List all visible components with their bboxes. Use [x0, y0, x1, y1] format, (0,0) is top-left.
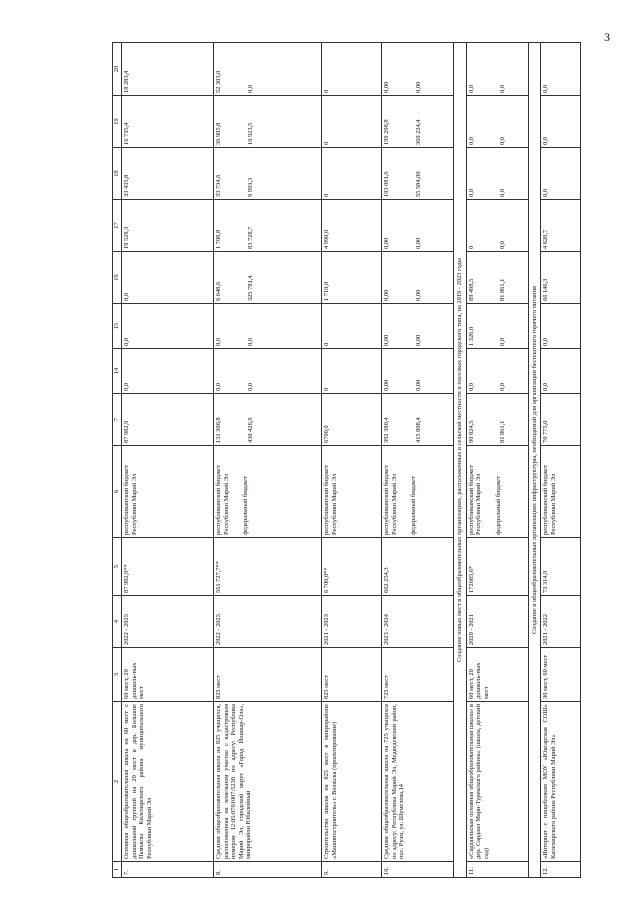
value: 415 808,4: [414, 417, 422, 443]
value-cell: [214, 43, 322, 96]
value-cell: 0,0: [541, 304, 581, 349]
value-cell: [466, 43, 528, 96]
value: 81 861,1: [499, 420, 507, 443]
header-cell: 6: [113, 446, 122, 538]
value: 0,00: [414, 81, 422, 93]
capacity: 825 мест: [322, 648, 382, 702]
value-cell: [214, 200, 322, 252]
value: 0,00: [383, 379, 390, 391]
value: 0,0: [467, 85, 475, 93]
value: 9 993,3: [246, 177, 254, 197]
page-number: 3: [604, 30, 610, 44]
value: 0,00: [383, 289, 390, 301]
row-number: 12.: [541, 862, 581, 878]
value-cell: [466, 96, 528, 148]
value-cell: [466, 394, 528, 446]
value: 0,00: [414, 334, 422, 346]
value: 0,00: [414, 237, 422, 249]
value-cell: [214, 349, 322, 394]
capacity: 60 мест, 20 дошколь-ных мест: [466, 648, 528, 702]
value: 83 728,7: [246, 226, 254, 249]
cost: 73 314,9: [541, 538, 581, 596]
value-cell: [382, 96, 454, 148]
value-cell: [466, 252, 528, 304]
header-cell: 17: [113, 200, 122, 252]
value: 193 081,6: [383, 171, 390, 197]
value: 36 905,8: [215, 122, 222, 145]
table-row: [122, 43, 214, 878]
row-number: 11.: [466, 862, 528, 878]
value-cell: 0,0: [122, 252, 214, 304]
header-cell: 14: [113, 349, 122, 394]
value: 0,0: [246, 85, 254, 93]
header-cell: 5: [113, 538, 122, 596]
value: 0,0: [467, 383, 475, 391]
value: 52 303,0: [215, 70, 222, 93]
value: 199 298,8: [383, 119, 390, 145]
header-cell: 20: [113, 43, 122, 96]
funding-source-cell: [466, 446, 528, 538]
value: 0,0: [246, 383, 254, 391]
value-cell: [214, 96, 322, 148]
table-row: [541, 43, 581, 878]
funding-source: республиканский бюджет Республики Марий Эл: [541, 446, 581, 538]
value-cell: 0: [322, 43, 382, 96]
funding-source: федеральный бюджет: [410, 476, 418, 535]
value-cell: 0,0: [541, 148, 581, 200]
header-cell: 1: [113, 862, 122, 878]
funding-source: республиканский бюджет Республики Марий Эл: [322, 446, 382, 538]
capacity: 725 мест: [382, 648, 454, 702]
cost: 172685,6*: [466, 538, 528, 596]
table-row: [382, 43, 454, 878]
value: 33 734,6: [215, 174, 222, 197]
value: 0,00: [414, 379, 422, 391]
value-cell: [382, 200, 454, 252]
value: 0,0: [499, 241, 507, 249]
header-cell: 16: [113, 252, 122, 304]
capacity: 30 мест, 60 мест: [541, 648, 581, 702]
value-cell: 18 283,4: [122, 43, 214, 96]
value-cell: [382, 394, 454, 446]
header-cell: 2: [113, 702, 122, 862]
value-cell: 6700,0: [322, 394, 382, 446]
value: 430 426,9: [246, 417, 254, 443]
value-cell: 19 528,3: [122, 200, 214, 252]
period: 2023 - 2024: [382, 596, 454, 648]
value-cell: 0: [322, 96, 382, 148]
value: 0,0: [499, 338, 507, 346]
value-cell: [466, 304, 528, 349]
value-cell: 1 710,0: [322, 252, 382, 304]
object-name: Основная общеобразовательная школа на 60 мест с дошкольной группой на 20 мест в дер. Большие Памъялы Килемарского района муниципального Республики Марий Эл: [122, 702, 214, 862]
object-name: Строительство школы на 825 мест в микрорайоне «Машиностроитель» г. Волжска (проектирование): [322, 702, 382, 862]
value-cell: 33 435,8: [122, 148, 214, 200]
value: 0,0: [499, 189, 507, 197]
value-cell: 16 735,4: [122, 96, 214, 148]
funding-source-cell: [214, 446, 322, 538]
value: 392 380,4: [383, 417, 390, 443]
section-row: [528, 43, 541, 878]
cost: 87 982,9**: [122, 538, 214, 596]
value-cell: 0: [322, 304, 382, 349]
cost: 6 700,0**: [322, 538, 382, 596]
object-name: «Интернат с пищеблоком МОУ «Юксарская СОШ» Килемарского района Республики Марий Эл»: [541, 702, 581, 862]
row-number: 10.: [382, 862, 454, 878]
value: 0,0: [467, 189, 475, 197]
value-cell: 4 628,7: [541, 200, 581, 252]
value-cell: [466, 200, 528, 252]
financing-table: [112, 42, 581, 878]
table-row: [322, 43, 382, 878]
period: 2020 - 2021: [466, 596, 528, 648]
value: 0,0: [246, 338, 254, 346]
header-cell: 19: [113, 96, 122, 148]
value-cell: [382, 349, 454, 394]
value-cell: 4 990,0: [322, 200, 382, 252]
header-cell: 3: [113, 648, 122, 702]
value-cell: [382, 148, 454, 200]
value-cell: 87 982,9: [122, 394, 214, 446]
period: 2022 - 2025: [214, 596, 322, 648]
header-row: [113, 43, 122, 878]
section-row: [454, 43, 467, 878]
value-cell: [466, 349, 528, 394]
value: 81 861,1: [499, 278, 507, 301]
value-cell: 0,0: [541, 96, 581, 148]
value: 1 708,8: [215, 229, 222, 249]
value-cell: 0,0: [541, 43, 581, 96]
value: 6 648,6: [215, 281, 222, 301]
value: 0,0: [499, 383, 507, 391]
value-cell: [214, 394, 322, 446]
value-cell: [214, 252, 322, 304]
cost: 662 254,3: [382, 538, 454, 596]
value: 0,0: [499, 137, 507, 145]
value-cell: 0: [322, 349, 382, 394]
value: 131 300,8: [215, 417, 222, 443]
header-cell: 4: [113, 596, 122, 648]
value-cell: [382, 43, 454, 96]
rotated-table-wrapper: [112, 43, 572, 878]
value: 0,00: [383, 237, 390, 249]
value: 55 584,00: [414, 171, 422, 197]
object-name: Средняя общеобразовательная школа на 825 учащихся, расположенная на земельном участке с кадастровым номером 12:05:0701007:5230 по адресу: Республика Марий Эл, городской округ «Город Йошкар-Ола», микрорайон Юбилейный: [214, 702, 322, 862]
value: 10 923,5: [246, 122, 254, 145]
funding-source: республиканский бюджет Республики Марий Эл: [467, 465, 483, 535]
period: 2021 - 2022: [541, 596, 581, 648]
value: 0,00: [383, 81, 390, 93]
funding-source: федеральный бюджет: [242, 476, 250, 535]
header-cell: 15: [113, 304, 122, 349]
period: 2021 - 2023: [322, 596, 382, 648]
section-heading: Создание в общеобразовательных организациях инфраструктуры, необходимой для организации бесплатного горячего питания: [528, 43, 541, 878]
header-cell: 18: [113, 148, 122, 200]
value-cell: 0,0: [541, 349, 581, 394]
value: 90 824,5: [467, 420, 475, 443]
cost: 561 727,7**: [214, 538, 322, 596]
value-cell: 70 775,0: [541, 394, 581, 446]
value: 89 498,5: [467, 278, 475, 301]
value: 0,0: [467, 137, 475, 145]
value: 360 224,4: [414, 119, 422, 145]
table-row: [466, 43, 528, 878]
section-heading: Создание новых мест в общеобразовательных организациях, расположенных в сельской местности и поселках городского типа, на 2019 - 2023 годы: [454, 43, 467, 878]
funding-source: республиканский бюджет Республики Марий Эл: [215, 465, 230, 535]
value-cell: [382, 304, 454, 349]
value-cell: 0,0: [122, 349, 214, 394]
capacity: 60 мест, 20 дошколь-ных мест: [122, 648, 214, 702]
row-number: 7.: [122, 862, 214, 878]
funding-source: федеральный бюджет: [494, 476, 502, 535]
value-cell: 66 146,3: [541, 252, 581, 304]
value: 1 326,0: [467, 326, 475, 346]
value: 325 781,4: [246, 275, 254, 301]
value: 0,0: [499, 85, 507, 93]
value: 0,0: [215, 338, 222, 346]
value-cell: [214, 148, 322, 200]
period: 2022 - 2025: [122, 596, 214, 648]
value-cell: 0: [322, 148, 382, 200]
header-cell: 7: [113, 394, 122, 446]
value: 0,00: [383, 334, 390, 346]
object-name: Средняя общеобразовательная школа на 725 учащихся по адресу: Республика Марий Эл, Медведевский район, пос. Руэм, ул. Шумелева,14: [382, 702, 454, 862]
value-cell: [382, 252, 454, 304]
value-cell: [214, 304, 322, 349]
row-number: 8.: [214, 862, 322, 878]
object-name: «Сардаяльская основная общеобразовательная школа» в дер. Сардаял Мари-Турекского района» (школа, детский сад): [466, 702, 528, 862]
funding-source: республиканский бюджет Республики Марий Эл: [383, 465, 398, 535]
value-cell: 0,0: [122, 304, 214, 349]
value: 0,0: [215, 383, 222, 391]
row-number: 9.: [322, 862, 382, 878]
value: 0,00: [414, 289, 422, 301]
capacity: 825 мест: [214, 648, 322, 702]
funding-source: республиканский бюджет Республики Марий Эл: [122, 446, 214, 538]
funding-source-cell: [382, 446, 454, 538]
value-cell: [466, 148, 528, 200]
value: 0: [467, 245, 475, 249]
table-row: [214, 43, 322, 878]
